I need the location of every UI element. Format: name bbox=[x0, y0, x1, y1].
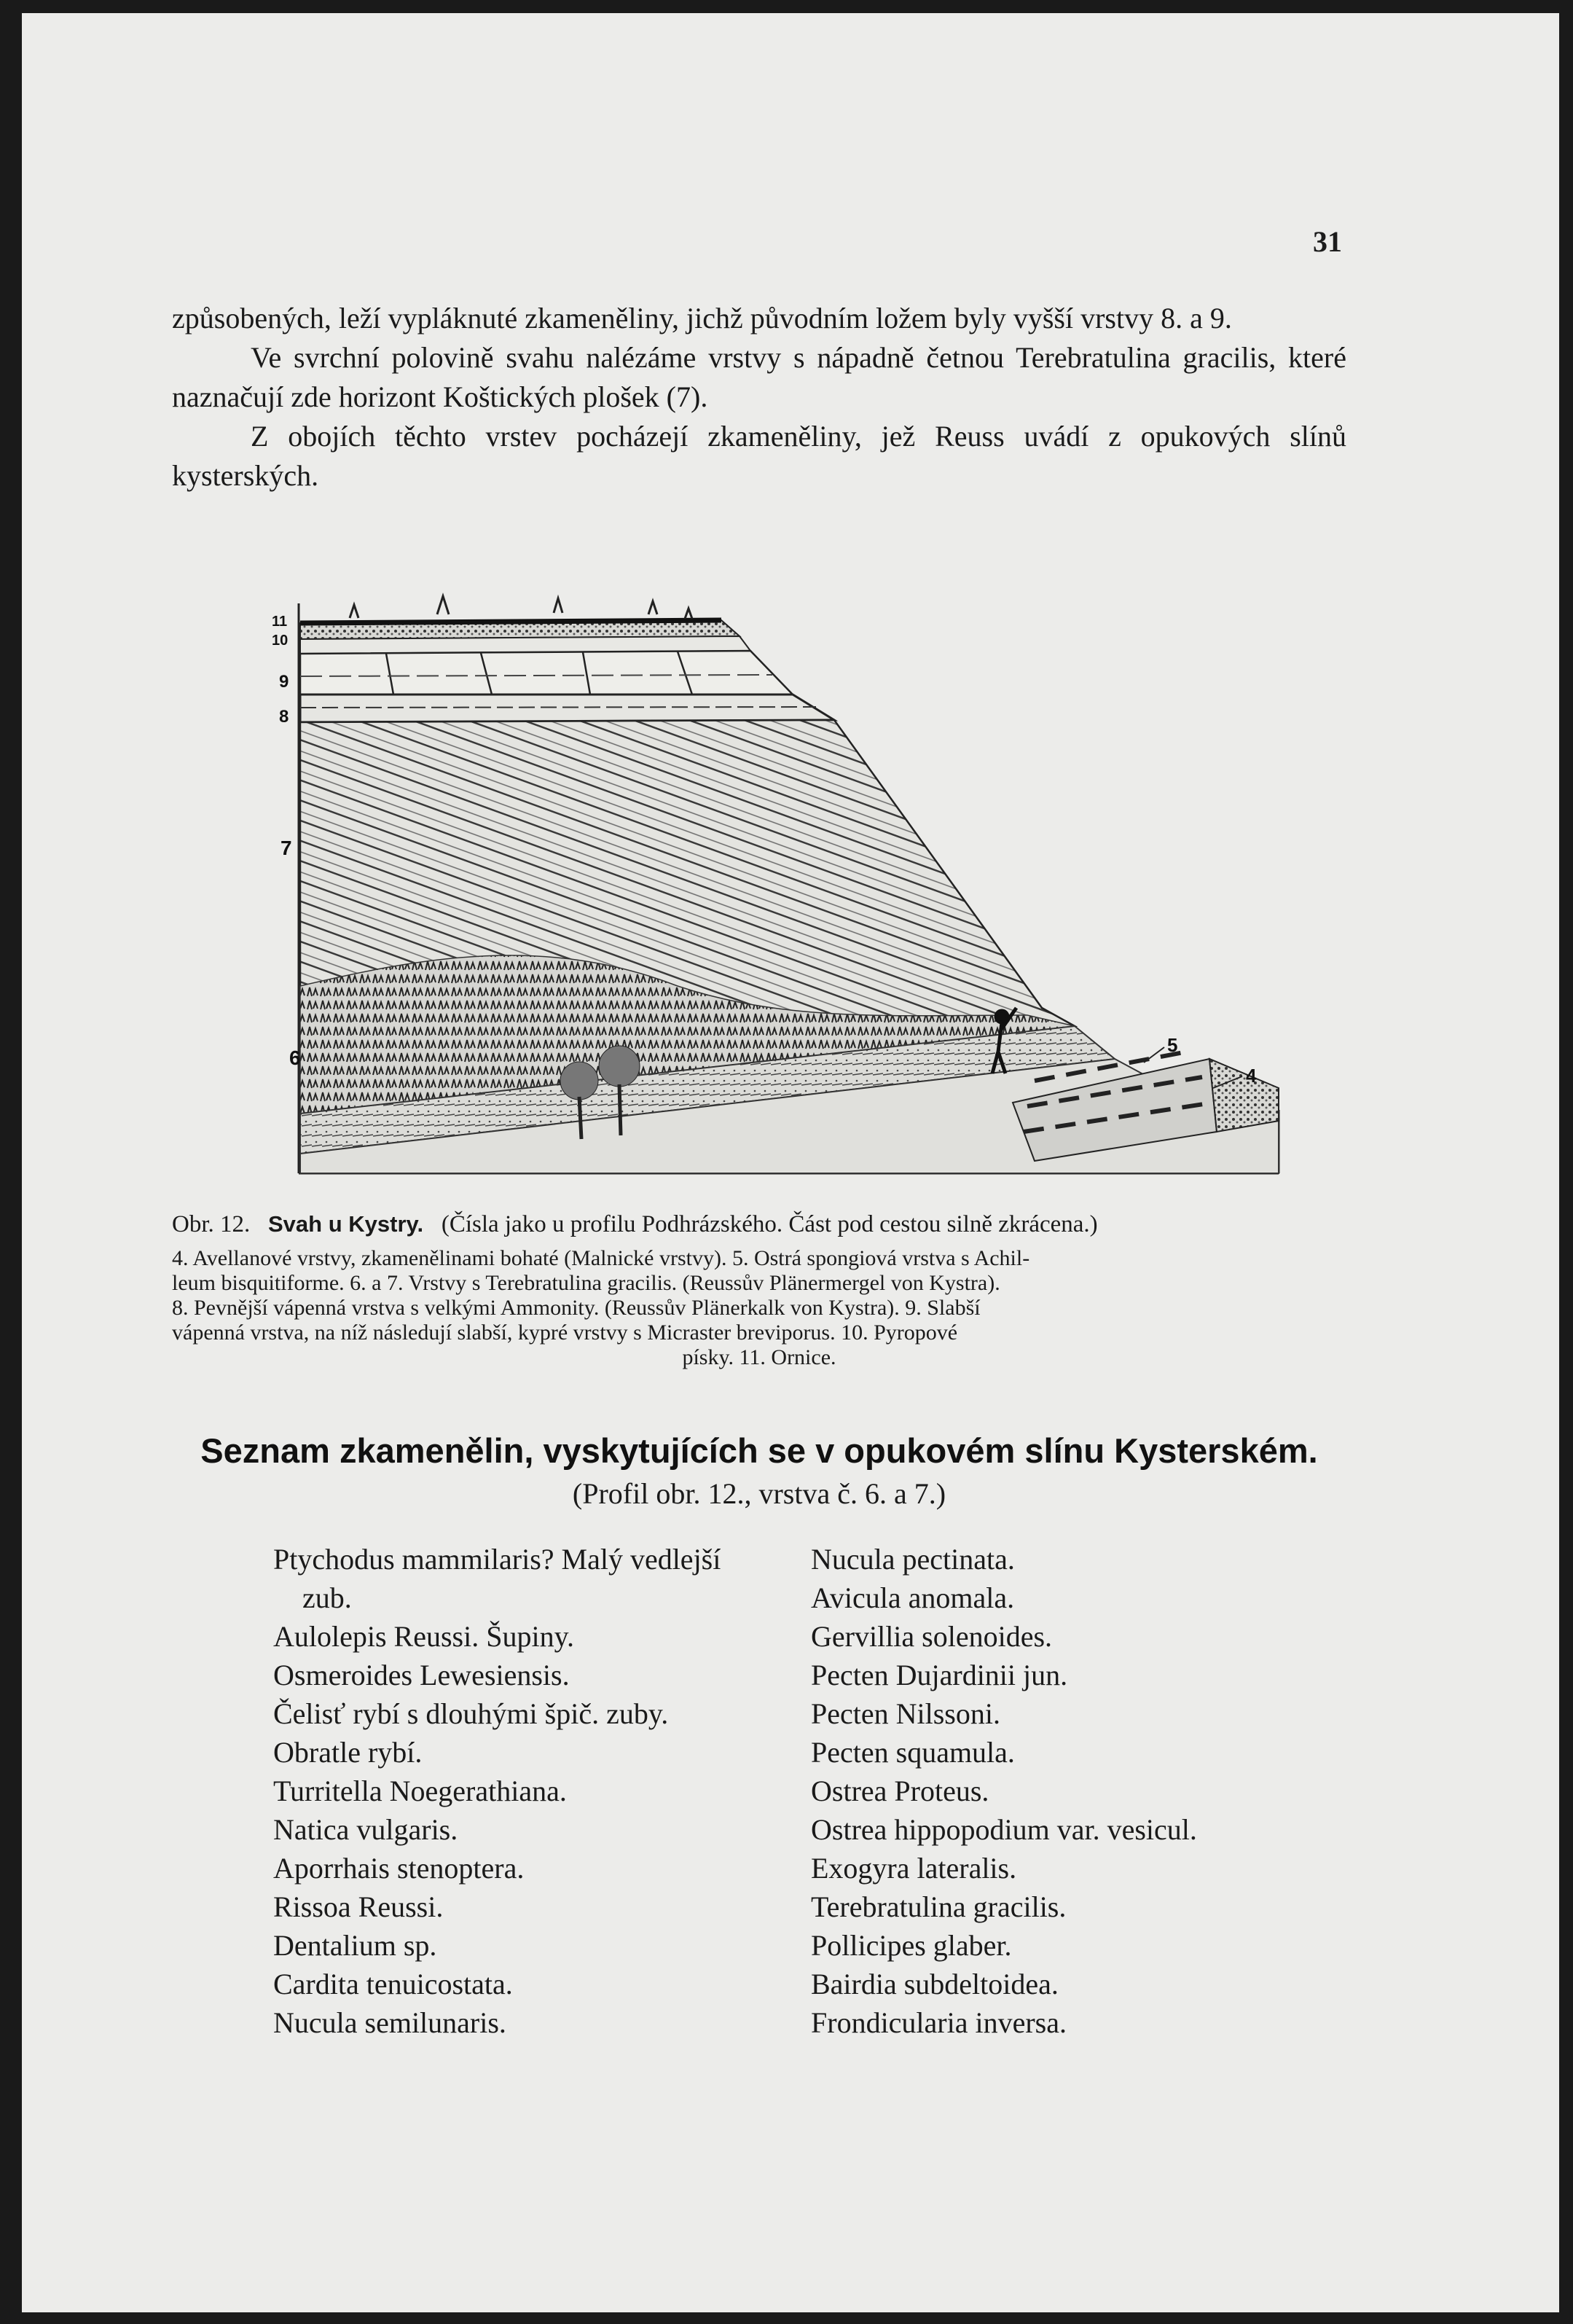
figure-note: (Čísla jako u profilu Podhrázského. Část pod cestou silně zkrácena.) bbox=[441, 1211, 1098, 1237]
intro-paragraph-1: způsobených, leží vypláknuté zkameněliny, jichž původním ložem byly vyšší vrstvy 8. a 9. bbox=[172, 302, 1232, 334]
layer-label-6: 6 bbox=[289, 1046, 301, 1069]
legend-line: 8. Pevnější vápenná vrstva s velkými Ammonity. (Reussův Plänerkalk von Kystra). 9. Slabší bbox=[172, 1296, 981, 1320]
figure-caption bbox=[172, 1212, 1346, 1237]
layer-label-8: 8 bbox=[279, 707, 289, 727]
legend-line: písky. 11. Ornice. bbox=[682, 1345, 836, 1369]
intro-paragraph-3: Z obojích těchto vrstev pocházejí zkameněliny, jež Reuss uvádí z opukových slínů kysterských. bbox=[172, 420, 1346, 492]
layer-label-7: 7 bbox=[281, 837, 292, 859]
layer-label-10: 10 bbox=[272, 633, 289, 649]
list-item: Aulolepis Reussi. Šupiny. bbox=[273, 1620, 574, 1653]
list-item: Pecten Nilssoni. bbox=[811, 1697, 1000, 1730]
section-subheading: (Profil obr. 12., vrstva č. 6. a 7.) bbox=[572, 1477, 946, 1510]
list-item: Frondicularia inversa. bbox=[811, 2006, 1067, 2039]
layer-label-5: 5 bbox=[1167, 1034, 1178, 1056]
intro-paragraph-2: Ve svrchní polovině svahu nalézáme vrstvy s nápadně četnou Terebratulina gracilis, které naznačují zde horizont Koštických plošek (7). bbox=[172, 341, 1346, 413]
intro-text bbox=[172, 299, 1346, 496]
fossil-list-right bbox=[811, 1540, 1321, 2042]
list-item: Pecten squamula. bbox=[811, 1736, 1015, 1769]
figure-number: Obr. 12. bbox=[172, 1211, 251, 1237]
list-item: Exogyra lateralis. bbox=[811, 1852, 1017, 1885]
list-item bbox=[273, 1578, 798, 1617]
list-item: Dentalium sp. bbox=[273, 1929, 437, 1962]
list-item: Ostrea Proteus. bbox=[811, 1775, 989, 1807]
list-item: Bairdia subdeltoidea. bbox=[811, 1968, 1059, 2000]
list-item: Ptychodus mammilaris? Malý vedlejší bbox=[273, 1543, 721, 1576]
list-item: Gervillia solenoides. bbox=[811, 1620, 1053, 1653]
list-item: Osmeroides Lewesiensis. bbox=[273, 1659, 570, 1691]
layer-label-9: 9 bbox=[279, 672, 289, 692]
list-item: Turritella Noegerathiana. bbox=[273, 1775, 567, 1807]
list-item: Ostrea hippopodium var. vesicul. bbox=[811, 1813, 1197, 1846]
legend-line: leum bisquitiforme. 6. a 7. Vrstvy s Terebratulina gracilis. (Reussův Plänermergel von Kystra). bbox=[172, 1271, 1000, 1295]
list-item-continuation: zub. bbox=[302, 1581, 352, 1614]
list-item: Avicula anomala. bbox=[811, 1581, 1015, 1614]
page-number: 31 bbox=[1313, 225, 1342, 258]
list-item: Čelisť rybí s dlouhými špič. zuby. bbox=[273, 1697, 669, 1730]
layer-label-4: 4 bbox=[1246, 1065, 1257, 1087]
list-item: Nucula pectinata. bbox=[811, 1543, 1015, 1576]
list-item: Terebratulina gracilis. bbox=[811, 1890, 1067, 1923]
list-item: Pollicipes glaber. bbox=[811, 1929, 1012, 1962]
fossil-list-left bbox=[273, 1540, 798, 2042]
slope-profile-illustration bbox=[240, 578, 1297, 1190]
section-heading: Seznam zkamenělin, vyskytujících se v opukovém slínu Kysterském. bbox=[200, 1431, 1318, 1470]
list-item: Obratle rybí. bbox=[273, 1736, 423, 1769]
figure-title: Svah u Kystry. bbox=[268, 1211, 424, 1237]
legend-line: vápenná vrstva, na níž následují slabší, kypré vrstvy s Micraster breviporus. 10. Pyropové bbox=[172, 1321, 958, 1345]
list-item: Natica vulgaris. bbox=[273, 1813, 458, 1846]
list-item: Cardita tenuicostata. bbox=[273, 1968, 513, 2000]
list-item: Pecten Dujardinii jun. bbox=[811, 1659, 1068, 1691]
legend-line: 4. Avellanové vrstvy, zkamenělinami bohaté (Malnické vrstvy). 5. Ostrá spongiová vrstva s Achil- bbox=[172, 1246, 1030, 1270]
figure-legend bbox=[172, 1246, 1346, 1370]
scanned-page bbox=[22, 13, 1559, 2312]
list-item: Rissoa Reussi. bbox=[273, 1890, 444, 1923]
list-item: Nucula semilunaris. bbox=[273, 2006, 506, 2039]
list-item: Aporrhais stenoptera. bbox=[273, 1852, 525, 1885]
layer-label-11: 11 bbox=[272, 614, 288, 630]
